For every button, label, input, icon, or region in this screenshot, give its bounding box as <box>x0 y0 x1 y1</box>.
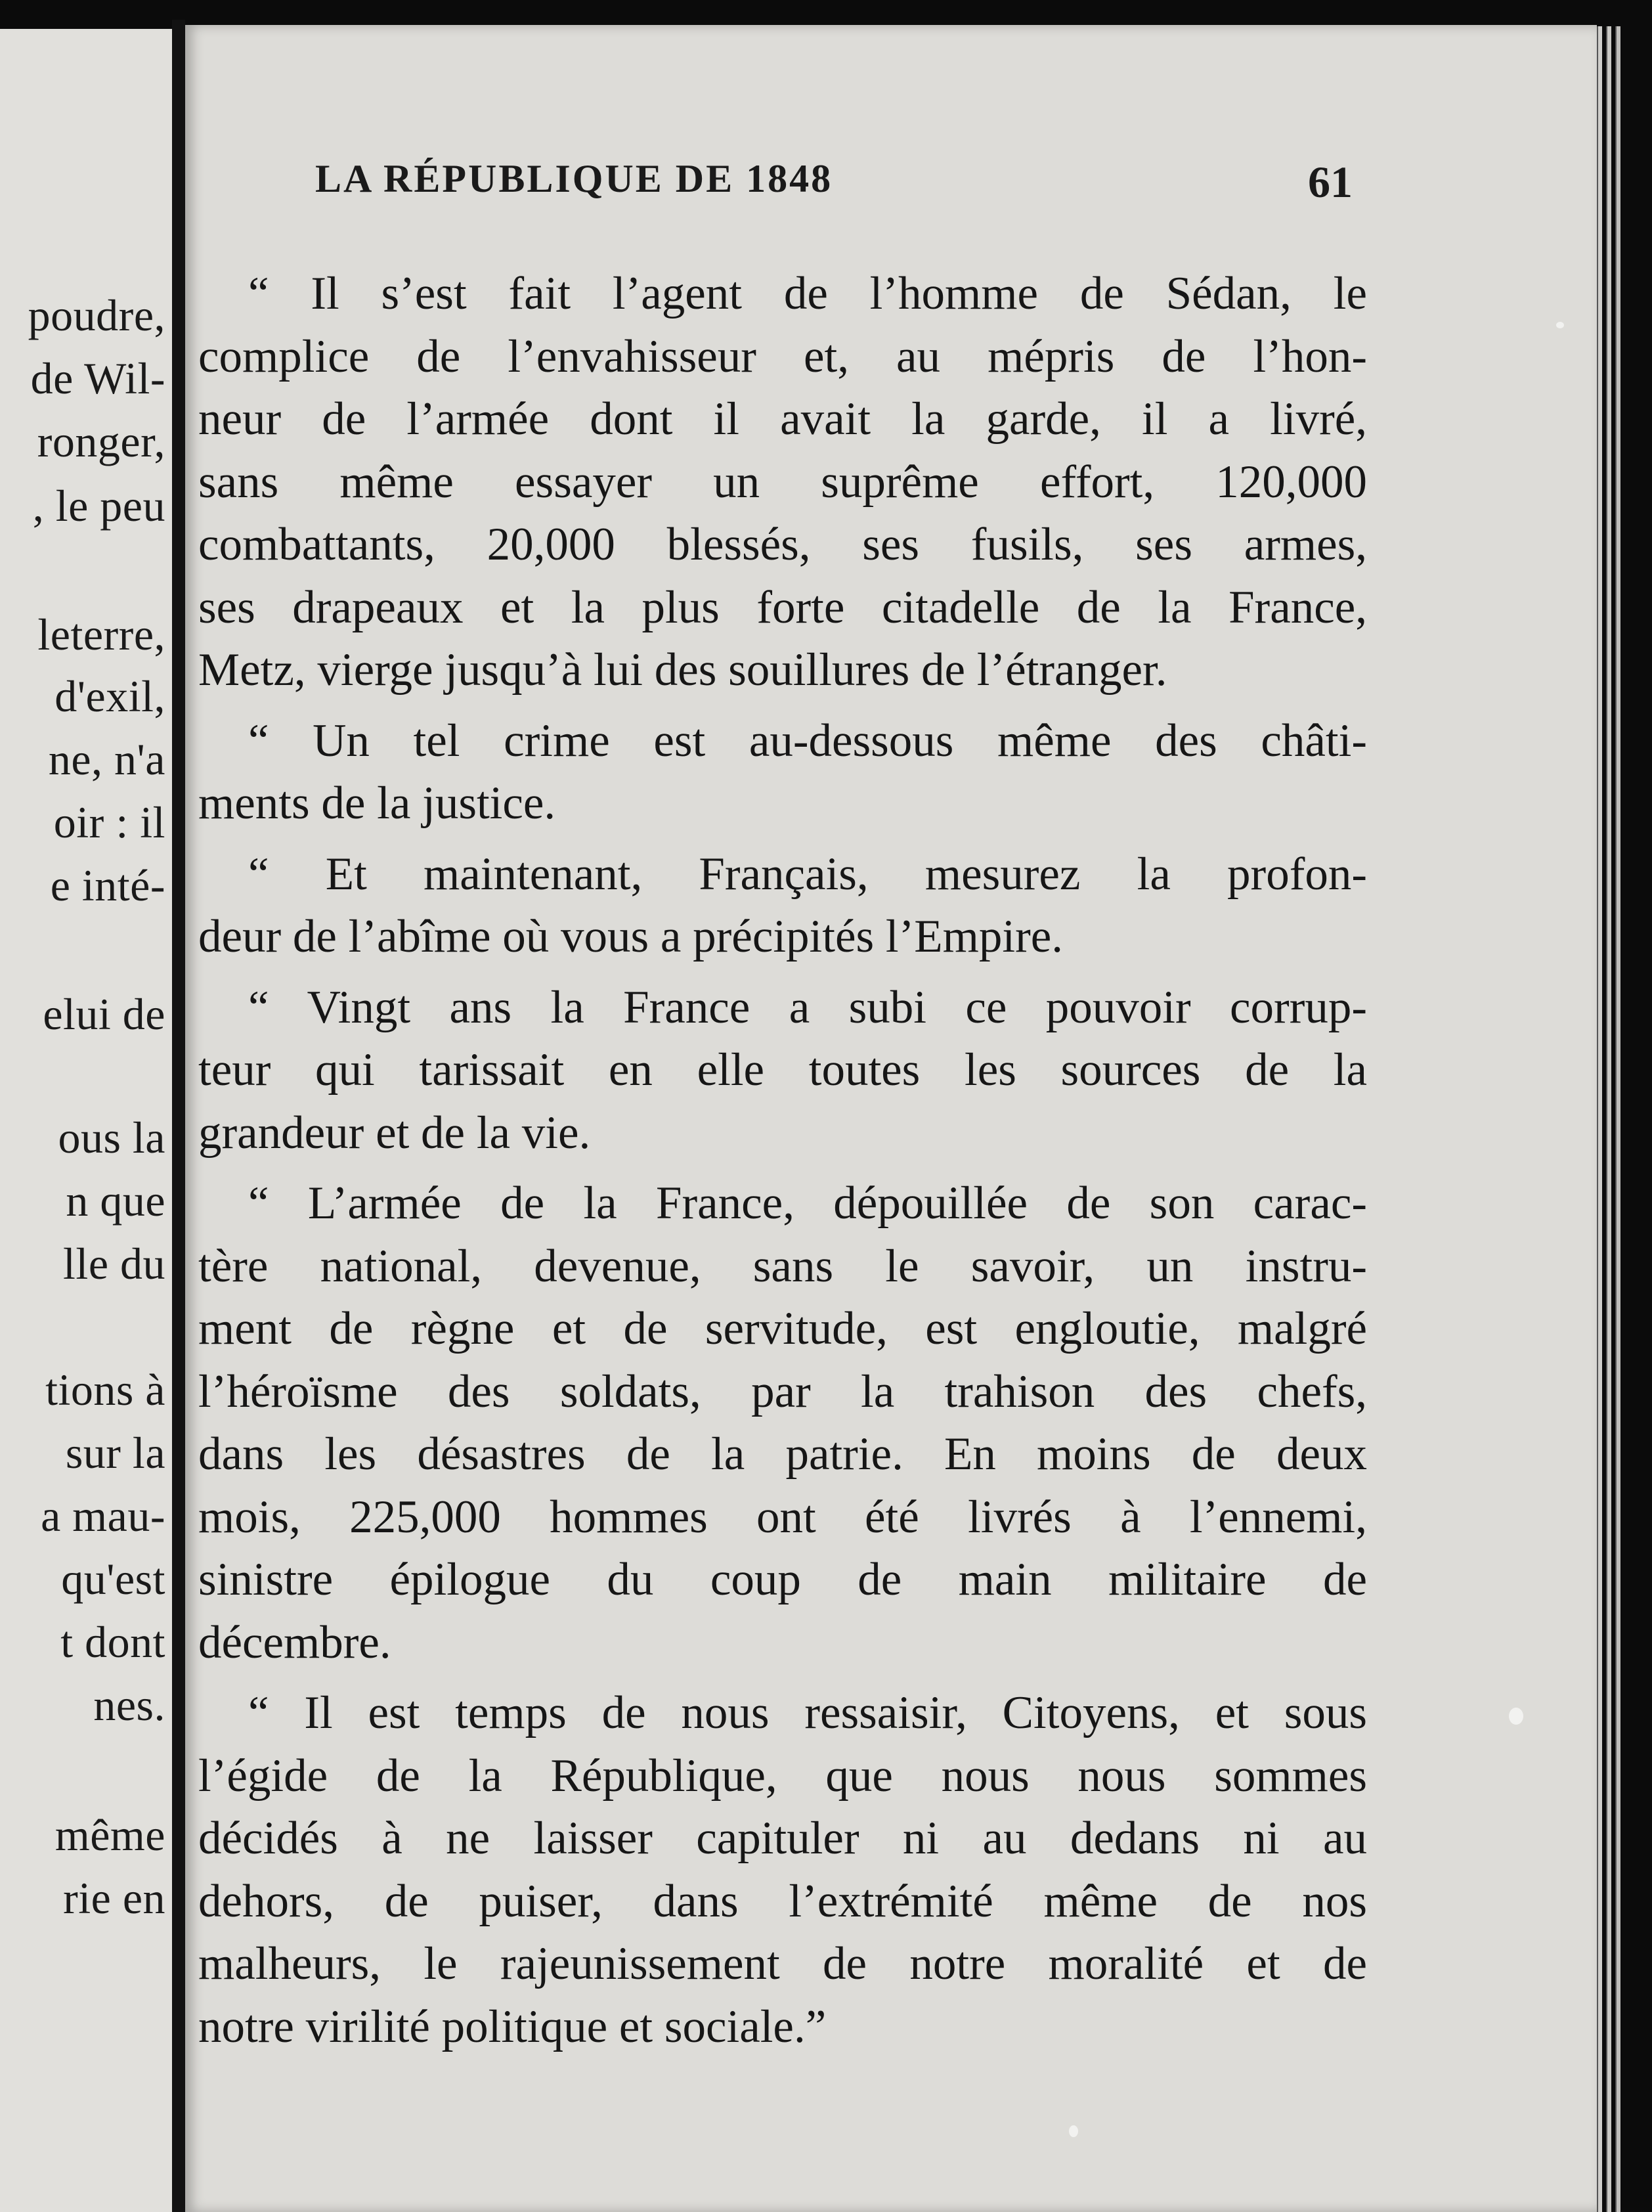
previous-page-line: oir : il <box>53 797 165 847</box>
text-line: “ Et maintenant, Français, mesurez la profon- <box>248 848 1367 900</box>
previous-page-line: tions à <box>45 1365 165 1415</box>
paragraph <box>198 1172 1367 1674</box>
text-line: grandeur et de la vie. <box>198 1107 591 1159</box>
previous-page-line: rie en <box>63 1873 165 1923</box>
text-line: malheurs, le rajeunissement de notre moralité et de <box>198 1938 1367 1989</box>
paragraph <box>198 1682 1367 2058</box>
previous-page-line: ous la <box>58 1113 165 1162</box>
previous-page-line: n que <box>66 1176 165 1226</box>
paragraph <box>198 843 1367 969</box>
text-line: “ Un tel crime est au-dessous même des châti- <box>248 715 1367 766</box>
paragraph <box>198 710 1367 835</box>
text-line: “ L’armée de la France, dépouillée de son carac- <box>248 1178 1367 1229</box>
previous-page-fragment <box>0 29 172 2212</box>
scan-speck <box>1556 322 1564 328</box>
previous-page-line: ronger, <box>37 416 165 466</box>
previous-page-line: lle du <box>63 1239 165 1289</box>
previous-page-line: d'exil, <box>54 671 165 721</box>
previous-page-line: e inté- <box>50 860 165 910</box>
text-line: notre virilité politique et sociale.” <box>198 2001 827 2052</box>
running-head <box>315 156 1353 222</box>
text-line: deur de l’abîme où vous a précipités l’Empire. <box>198 911 1064 962</box>
previous-page-line: qu'est <box>61 1554 165 1604</box>
previous-page-line: sur la <box>65 1428 165 1478</box>
text-line: complice de l’envahisseur et, au mépris de l’hon- <box>198 330 1367 382</box>
text-line: “ Vingt ans la France a subi ce pouvoir corrup- <box>248 981 1367 1033</box>
text-line: dans les désastres de la patrie. En moins de deux <box>198 1428 1367 1480</box>
text-line: décembre. <box>198 1616 391 1668</box>
text-line: sinistre épilogue du coup de main militaire de <box>198 1554 1367 1605</box>
paragraph <box>198 977 1367 1165</box>
page-number: 61 <box>1308 157 1353 207</box>
body-text <box>198 263 1367 2066</box>
previous-page-line: même <box>54 1810 165 1860</box>
text-line: Metz, vierge jusqu’à lui des souillures de l’étranger. <box>198 644 1167 696</box>
page-gutter <box>172 20 185 2212</box>
page-edge-stack <box>1606 26 1611 2212</box>
text-line: sans même essayer un suprême effort, 120,000 <box>198 456 1367 508</box>
previous-page-line: leterre, <box>37 609 165 659</box>
text-line: l’égide de la République, que nous nous sommes <box>198 1750 1367 1802</box>
text-line: “ Il est temps de nous ressaisir, Citoyens, et sous <box>248 1687 1367 1738</box>
text-line: l’héroïsme des soldats, par la trahison des chefs, <box>198 1365 1367 1417</box>
text-line: ments de la justice. <box>198 778 556 829</box>
text-line: mois, 225,000 hommes ont été livrés à l’ennemi, <box>198 1491 1367 1543</box>
text-line: décidés à ne laisser capituler ni au dedans ni au <box>198 1813 1367 1864</box>
paragraph <box>198 263 1367 702</box>
text-line: tère national, devenue, sans le savoir, un instru- <box>198 1240 1367 1292</box>
previous-page-line: elui de <box>43 989 165 1039</box>
previous-page-line: de Wil- <box>30 353 165 403</box>
text-line: combattants, 20,000 blessés, ses fusils, ses armes, <box>198 519 1367 570</box>
text-line: teur qui tarissait en elle toutes les sources de la <box>198 1044 1367 1095</box>
text-line: ment de règne et de servitude, est engloutie, malgré <box>198 1303 1367 1354</box>
page-edge-stack <box>1615 26 1620 2212</box>
scan-speck <box>1069 2125 1078 2137</box>
previous-page-line: nes. <box>93 1680 165 1730</box>
running-head-title: LA RÉPUBLIQUE DE 1848 <box>315 157 833 200</box>
previous-page-line: poudre, <box>28 290 165 340</box>
text-line: ses drapeaux et la plus forte citadelle de la France, <box>198 581 1367 633</box>
text-line: dehors, de puiser, dans l’extrémité même de nos <box>198 1875 1367 1927</box>
previous-page-line: a mau- <box>41 1491 165 1541</box>
text-line: neur de l’armée dont il avait la garde, il a livré, <box>198 393 1367 445</box>
previous-page-line: , le peu <box>32 481 165 531</box>
page-edge-stack <box>1597 26 1602 2212</box>
previous-page-line: t dont <box>60 1617 165 1667</box>
scan-right-border <box>1624 0 1652 2212</box>
scan-speck <box>1509 1708 1523 1725</box>
scan-top-border <box>0 0 1652 25</box>
previous-page-line: ne, n'a <box>48 734 165 784</box>
text-line: “ Il s’est fait l’agent de l’homme de Sédan, le <box>248 268 1367 319</box>
